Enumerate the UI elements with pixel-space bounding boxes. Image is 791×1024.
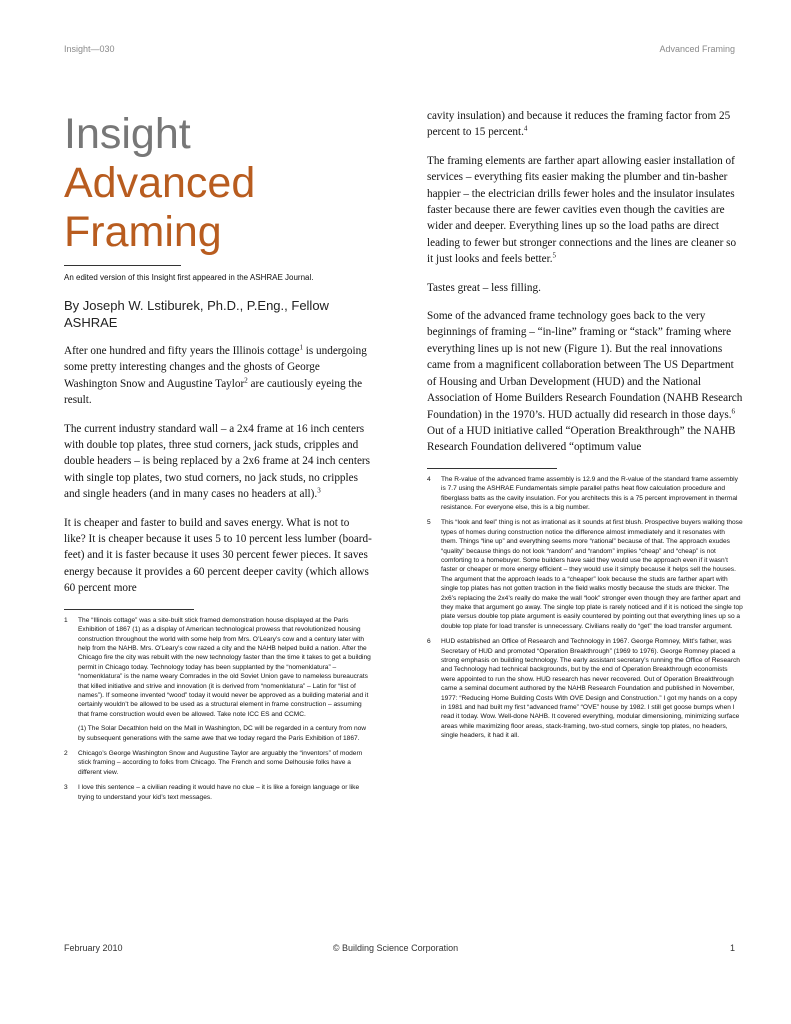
- title-line-insight: Insight: [64, 110, 191, 158]
- running-header-left: Insight—030: [64, 44, 115, 54]
- title-line-framing: Framing: [64, 208, 222, 256]
- footnote-ref-6[interactable]: 6: [731, 406, 735, 415]
- footnote-number: 1: [64, 616, 68, 624]
- right-paragraph-3: Tastes great – less filling.: [427, 281, 541, 294]
- page-title: [64, 110, 372, 257]
- author-byline: By Joseph W. Lstiburek, Ph.D., P.Eng., Fellow ASHRAE: [64, 298, 329, 330]
- footnote-number: 4: [427, 475, 431, 483]
- footer-date: February 2010: [64, 943, 123, 953]
- page-number: 1: [729, 943, 735, 953]
- footnote-item: [427, 475, 743, 513]
- right-paragraph-2: The framing elements are farther apart allowing easier installation of services – everything fits easier making the plumber and tin-basher happier – the electrician drills fewer holes and the insulator insulates faster because there are fewer cavities even though the cavities are wider and deeper. Everything lines up so the load paths are direct leading to fewer but stronger connections and the lines are cleaner so it just looks and feels better.$^5$: [427, 154, 737, 266]
- footer-copyright: © Building Science Corporation: [332, 943, 459, 953]
- footnote-text: The R-value of the advanced frame assembly is 12.9 and the R-value of the standard frame assembly is 7.7 using the ASHRAE Fundamentals simple parallel paths heat flow calculation procedure and fiberglass batts as the cavity insulation. For you architects this is a 75 percent improvement in thermal resistance. For everyone else, this is a big number.: [441, 475, 738, 511]
- left-paragraph-3: It is cheaper and faster to build and saves energy. What is not to like? It is cheaper because it uses 5 to 10 percent less lumber (board-feet) and it is faster because it uses 30 percent fewer pieces. It saves energy because it provides a 60 percent deeper cavity (which allows 60 percent more: [64, 516, 372, 595]
- footnote-ref-2[interactable]: 2: [244, 376, 248, 385]
- left-paragraph-1: After one hundred and fifty years the Illinois cottage$^1$ is undergoing some pretty interesting changes and the ghosts of George Washington Snow and Augustine Taylor$^2$ are cautiously eyeing the result.: [64, 343, 367, 407]
- footnote-divider-left: [64, 609, 194, 610]
- footnote-ref-5[interactable]: 5: [552, 251, 557, 260]
- footnote-divider-right: [427, 468, 557, 469]
- footnote-text: The “Illinois cottage” was a site-built stick framed demonstration house displayed at the Paris Exhibition of 1867 (1) as a display of American technological prowess that revolutionized housing construction throughout the world with some help from Mrs. O’Leary’s cow and a century later with help from the NAHB. Mrs. O’Leary’s cow razed a city and the NAHB helped build a nation. After the Chicago fire the city was rebuilt with the new technology faster than the time it takes to get a building permit in Chicago today. Technology today has been supplanted by the “nomenklatura” – “nomenklatura” is the name weary Comrades in the old Soviet Union gave to nameless bureaucrats that killed initiative and strive and innovation (it is derived from “nomenklatura” – Latin for “list of names”). If someone invented “wood” today it would never be approved as a building material and it certainly wouldn’t be allowed to be used as a structural element in frame construction – assuming that frame construction would even be allowed. Take note ICC ES and CCMC.: [78, 616, 371, 718]
- title-divider: [64, 265, 181, 266]
- left-column: [64, 110, 372, 808]
- footnote-number: 2: [64, 749, 68, 757]
- footnote-text-continued: (1) The Solar Decathlon held on the Mall in Washington, DC will be regarded in a century from now by subsequent generations with the same awe that we today regard the Paris Exhibition of 1867.: [78, 725, 367, 742]
- footnote-ref-3[interactable]: 3: [317, 486, 321, 495]
- footnote-item: [64, 783, 372, 802]
- footnote-text: Chicago’s George Washington Snow and Augustine Taylor are arguably the “inventors” of modern stick framing – according to folks from Chicago. The French and some Delhousie folks have a different view.: [78, 749, 363, 776]
- footnote-text: I love this sentence – a civilian reading it would have no clue – it is like a foreign language or like trying to understand your kid’s text messages.: [78, 784, 360, 801]
- footnote-ref-4[interactable]: 4: [523, 124, 528, 133]
- footnote-item: [427, 518, 743, 631]
- footnote-number: 5: [427, 519, 431, 527]
- right-paragraph-4: Some of the advanced frame technology goes back to the very beginnings of framing – “in-line” framing or “stack” framing where everything lines up is not new (Figure 1). But the real innovations came from a magnificent collaboration between The US Department of Housing and Urban Development (HUD) and the National Association of Home Builders Research Foundation (NAHB Research Foundation) in the 1970’s. HUD actually did research in those days.$^6$ Out of a HUD initiative called “Operation Breakthrough” the NAHB Research Foundation delivered “optimum value: [427, 310, 743, 454]
- footnotes-right: [427, 475, 743, 741]
- title-line-advanced: Advanced: [64, 159, 256, 207]
- right-paragraph-1: cavity insulation) and because it reduces the framing factor from 25 percent to 15 percent.$^4$: [427, 110, 731, 139]
- footnote-number: 6: [427, 638, 431, 646]
- footnote-item: [64, 749, 372, 777]
- left-paragraph-2: The current industry standard wall – a 2x4 frame at 16 inch centers with double top plates, three stud corners, jack studs, cripples and double headers – is being replaced by a 2x6 frame at 24 inch centers with single top plates, two stud corners, no jack studs, no cripples and single headers (and in many cases no headers at all).$^3$: [64, 422, 370, 501]
- running-header-right: Advanced Framing: [659, 44, 735, 54]
- footnote-item: [427, 637, 743, 740]
- footnote-text: HUD established an Office of Research and Technology in 1967. George Romney, Mitt’s father, was Secretary of HUD and promoted “Operation Breakthrough” (1969 to 1976). George Romney placed a strong emphasis on building technology. The early assistant secretary’s running the Office of Research and Technology had technical backgrounds, but by the end of Operation Breakthrough economists were appointed to run the show. HUD research has never recovered. Out of Operation Breakthrough came a seminal document authored by the NAHB Research Foundation and published in November, 1977: “Reducing Home Building Costs With OVE Design and Construction.” I got my hands on a copy in 1981 and had built my first “advanced frame” “OVE” house by 1982. I still get goose bumps when I read it today. Wow. Well-done NAHB. It covered everything, modular dimensioning, minimizing surface areas while maximizing floor areas, stack-framing, two-stud corners, single top plates, no headers, single headers, it had it all.: [441, 638, 740, 740]
- footnote-ref-1[interactable]: 1: [299, 343, 303, 352]
- footnote-number: 3: [64, 784, 68, 792]
- footnote-text: This “look and feel” thing is not as irrational as it sounds at first blush. Prospective buyers walking those types of homes during construction notice the difference almost immediately and it resonates with them. Things “line up” and everything seems more “rational” because of that. The approach exudes “quality” because things do not look “random” and “random” implies “cheap” and “cheap” is not comforting to a homebuyer. Some builders have said they would use the approach even if it wasn’t faster or cheaper or more energy efficient – they would use it simply because it helps sell the houses. The argument that the approach leads to a “cheaper” look because the studs are farther apart with single top plates has not gotten traction in the field walks mostly because the studs are thicker. The 2x6’s replacing the 2x4’s really do make the wall “look” stronger even though they are farther apart and they make that argument go away. The single top plate is rarely noticed and if it is noticed the single top plate versus double top plate argument is easily countered by pointing out that everything lines up so a double top plate for load transfer is unnecessary. Civilians really do “get” the load transfer argument.: [441, 519, 743, 630]
- right-column: [427, 108, 743, 747]
- footnote-item: [64, 616, 372, 743]
- intro-note: An edited version of this Insight first appeared in the ASHRAE Journal.: [64, 273, 314, 282]
- footnotes-left: [64, 616, 372, 802]
